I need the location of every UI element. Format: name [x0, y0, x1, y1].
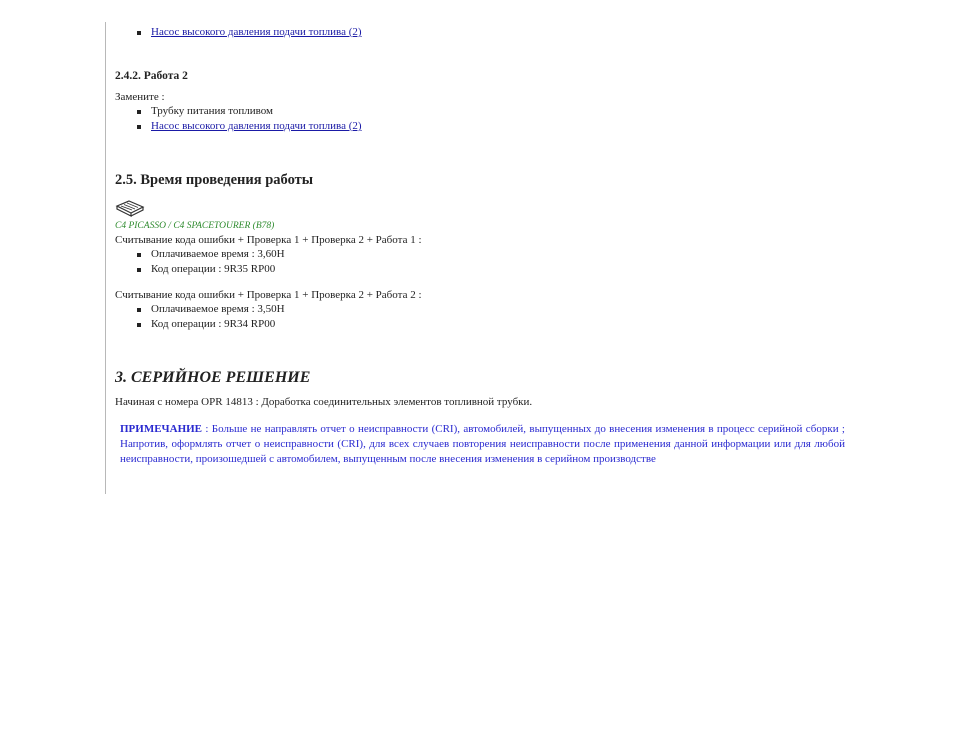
labor-list: [115, 247, 285, 277]
labor-list: [115, 302, 285, 332]
list-item-text: Оплачиваемое время : 3,60Н: [151, 248, 285, 260]
vehicle-model: C4 PICASSO / C4 SPACETOURER (B78): [115, 221, 275, 231]
list-item-text: Код операции : 9R34 RP00: [151, 318, 276, 330]
list-item-text: Трубку питания топливом: [151, 105, 274, 117]
list-item: [151, 104, 362, 119]
note-label: ПРИМЕЧАНИЕ: [120, 423, 203, 435]
pump-link[interactable]: Насос высокого давления подачи топлива (2): [151, 26, 362, 38]
list-item: [151, 317, 285, 332]
note-paragraph: [120, 422, 845, 467]
list-item[interactable]: [151, 25, 362, 40]
parts-list-top: [115, 25, 362, 40]
left-border-line: [105, 22, 106, 494]
book-icon: [115, 197, 145, 217]
list-item: [151, 302, 285, 317]
pump-link[interactable]: Насос высокого давления подачи топлива (2): [151, 120, 362, 132]
serial-solution-text: Начиная с номера OPR 14813 : Доработка соединительных элементов топливной трубки.: [115, 396, 533, 408]
operation-title: Считывание кода ошибки + Проверка 1 + Проверка 2 + Работа 1 :: [115, 234, 422, 246]
list-item-text: Оплачиваемое время : 3,50Н: [151, 303, 285, 315]
list-item: [151, 247, 285, 262]
section-heading: 2.5. Время проведения работы: [115, 172, 314, 188]
list-item-text: Код операции : 9R35 RP00: [151, 263, 276, 275]
replace-label: Замените :: [115, 91, 165, 103]
section-heading: 3. СЕРИЙНОЕ РЕШЕНИЕ: [115, 369, 311, 386]
operation-title: Считывание кода ошибки + Проверка 1 + Проверка 2 + Работа 2 :: [115, 289, 422, 301]
section-heading: 2.4.2. Работа 2: [115, 70, 188, 82]
list-item[interactable]: [151, 119, 362, 134]
parts-list: [115, 104, 362, 134]
list-item: [151, 262, 285, 277]
note-text: : Больше не направлять отчет о неисправности (CRI), автомобилей, выпущенных до внесения изменения в процесс серийной сборки ; Напротив, оформлять отчет о неисправности (CRI), для всех случаев повторения неисправности после применения данной информации или для любой неисправности, произошедшей с автомобилем, выпущенным после внесения изменения в серийном производстве: [120, 423, 845, 465]
